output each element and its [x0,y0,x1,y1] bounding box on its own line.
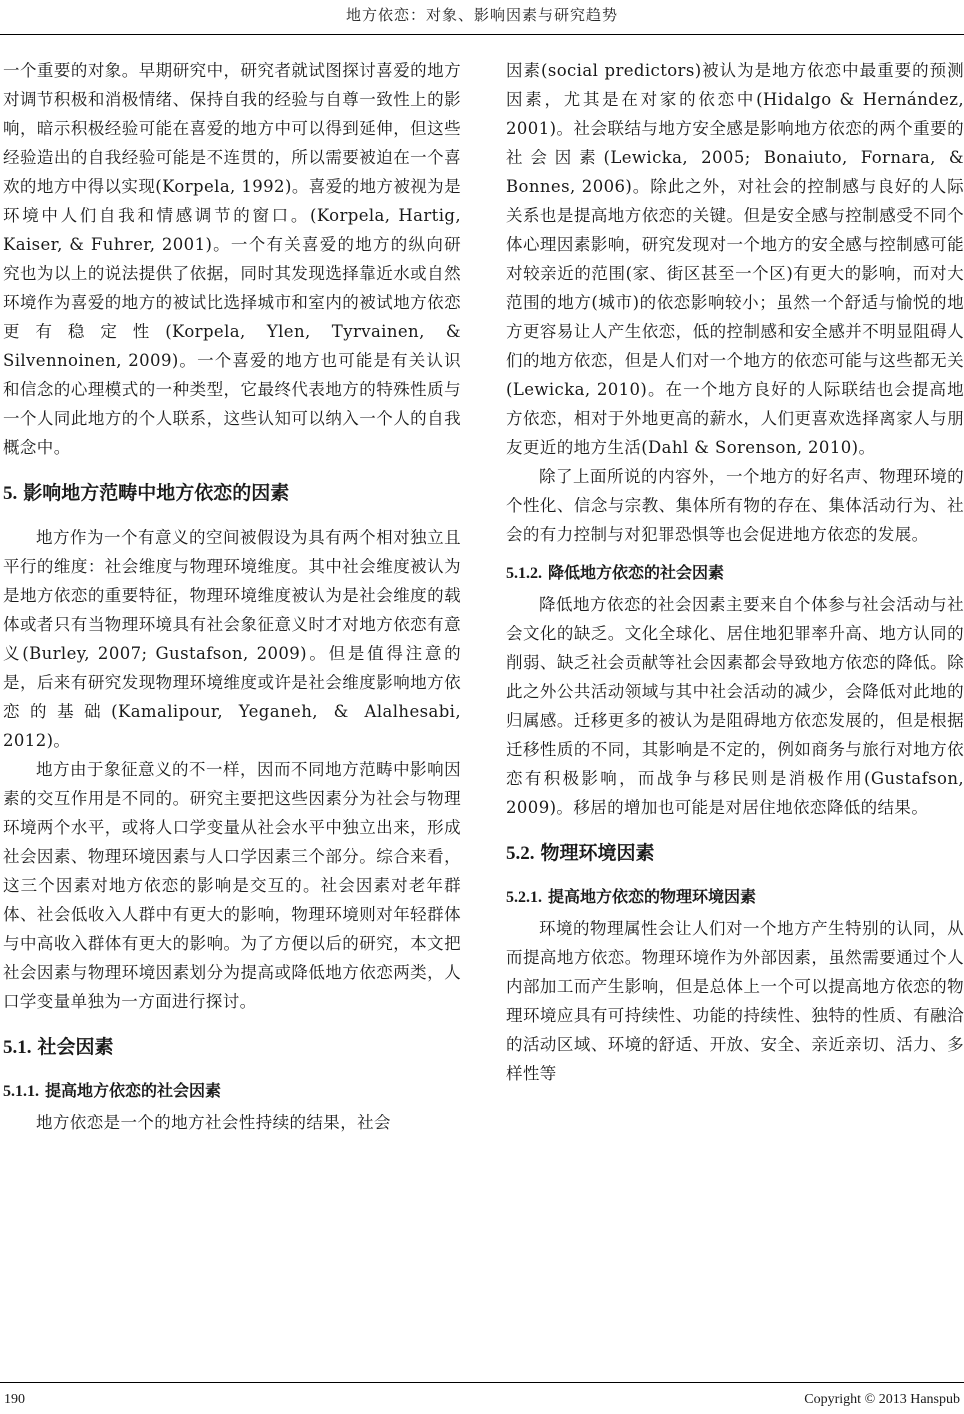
right-paragraph-4: 环境的物理属性会让人们对一个地方产生特别的认同，从而提高地方依恋。物理环境作为外部因素，虽然需要通过个人内部加工而产生影响，但是总体上一个可以提高地方依恋的物理环境应具有可持续性、功能的持续性、独特的性质、有融洽的活动区域、环境的舒适、开放、安全、亲近亲切、活力、多样性等 [506,919,964,1083]
section-5-1-2-title: 降低地方依恋的社会因素 [548,563,725,582]
left-paragraph-1: 一个重要的对象。早期研究中，研究者就试图探讨喜爱的地方对调节积极和消极情绪、保持自我的经验与自尊一致性上的影响，暗示积极经验可能在喜爱的地方中可以得到延伸，但这些经验造出的自我经验可能是不连贯的，所以需要被迫在一个喜欢的地方中得以实现(Korpela, 1992)。喜爱的地方被视为是环境中人们自我和情感调节的窗口。(Korpela, Hartig, Kaiser, & Fuhrer, 2001)。一个有关喜爱的地方的纵向研究也为以上的说法提供了依据，同时其发现选择靠近水或自然环境作为喜爱的地方的被试比选择城市和室内的被试地方依恋更有稳定性(Korpela, Ylen, Tyrvainen, & Silvennoinen, 2009)。一个喜爱的地方也可能是有关认识和信念的心理模式的一种类型，它最终代表地方的特殊性质与一个人同此地方的个人联系，这些认知可以纳入一个人的自我概念中。 [3,61,461,457]
section-5-2-1-title: 提高地方依恋的物理环境因素 [548,887,757,906]
section-5-1-2-heading [506,559,964,588]
section-5-heading [3,478,461,509]
left-column [3,56,461,1137]
left-paragraph-2: 地方作为一个有意义的空间被假设为具有两个相对独立且平行的维度：社会维度与物理环境维度。其中社会维度被认为是地方依恋的重要特征，物理环境维度被认为是社会维度的载体或者只有当物理环境具有社会象征意义时才对地方依恋有意义(Burley, 2007; Gustafson, 2009)。但是值得注意的是，后来有研究发现物理环境维度或许是社会维度影响地方依恋的基础(Kamalipour, Yeganeh, & Alalhesabi, 2012)。 [3,528,461,750]
section-5-2-heading [506,838,964,869]
section-5-title: 影响地方范畴中地方依恋的因素 [23,482,290,504]
right-paragraph-2: 除了上面所说的内容外，一个地方的好名声、物理环境的个性化、信念与宗教、集体所有物的存在、集体活动行为、社会的有力控制与对犯罪恐惧等也会促进地方依恋的发展。 [506,467,964,544]
left-paragraph-3: 地方由于象征意义的不一样，因而不同地方范畴中影响因素的交互作用是不同的。研究主要把这些因素分为社会与物理环境两个水平，或将人口学变量从社会水平中独立出来，形成社会因素、物理环境因素与人口学因素三个部分。综合来看，这三个因素对地方依恋的影响是交互的。社会因素对老年群体、社会低收入人群中有更大的影响，物理环境则对年轻群体与中高收入群体有更大的影响。为了方便以后的研究，本文把社会因素与物理环境因素划分为提高或降低地方依恋两类，人口学变量单独为一方面进行探讨。 [3,760,461,1011]
right-column [506,56,964,1088]
footer-rule [0,1382,964,1383]
header-rule [0,34,964,35]
section-5-1-2-number: 5.1.2. [506,565,542,582]
section-5-number: 5. [3,483,18,504]
page-number: 190 [4,1392,25,1407]
section-5-1-title: 社会因素 [37,1036,114,1058]
section-5-2-1-heading [506,883,964,912]
section-5-1-heading [3,1032,461,1063]
running-header: 地方依恋：对象、影响因素与研究趋势 [345,6,618,24]
left-paragraph-4: 地方依恋是一个的地方社会性持续的结果，社会 [36,1113,391,1132]
section-5-2-1-number: 5.2.1. [506,889,542,906]
right-paragraph-1: 因素(social predictors)被认为是地方依恋中最重要的预测因素，尤其是在对家的依恋中(Hidalgo & Hernández, 2001)。社会联结与地方安全感是影响地方依恋的两个重要的社会因素(Lewicka, 2005; Bonaiuto, Fornara, & Bonnes, 2006)。除此之外，对社会的控制感与良好的人际关系也是提高地方依恋的关键。但是安全感与控制感受不同个体心理因素影响，研究发现对一个地方的安全感与控制感可能对较亲近的范围(家、街区甚至一个区)有更大的影响，而对大范围的地方(城市)的依恋影响较小；虽然一个舒适与愉悦的地方更容易让人产生依恋，低的控制感和安全感并不明显阻碍人们的地方依恋，但是人们对一个地方的依恋可能与这些都无关(Lewicka, 2010)。在一个地方良好的人际联结也会提高地方依恋，相对于外地更高的薪水，人们更喜欢选择离家人与朋友更近的地方生活(Dahl & Sorenson, 2010)。 [506,61,964,457]
right-paragraph-3: 降低地方依恋的社会因素主要来自个体参与社会活动与社会文化的缺乏。文化全球化、居住地犯罪率升高、地方认同的削弱、缺乏社会贡献等社会因素都会导致地方依恋的降低。除此之外公共活动领域与其中社会活动的减少，会降低对此地的归属感。迁移更多的被认为是阻碍地方依恋发展的，但是根据迁移性质的不同，其影响是不定的，例如商务与旅行对地方依恋有积极影响，而战争与移民则是消极作用(Gustafson, 2009)。移居的增加也可能是对居住地依恋降低的结果。 [506,595,964,817]
section-5-2-title: 物理环境因素 [540,842,655,864]
section-5-2-number: 5.2. [506,843,535,864]
spacer [506,549,964,553]
section-5-1-1-title: 提高地方依恋的社会因素 [45,1081,222,1100]
section-5-1-1-number: 5.1.1. [3,1083,39,1100]
section-5-1-1-heading [3,1077,461,1106]
copyright-notice: Copyright © 2013 Hanspub [804,1392,960,1407]
section-5-1-number: 5.1. [3,1037,32,1058]
